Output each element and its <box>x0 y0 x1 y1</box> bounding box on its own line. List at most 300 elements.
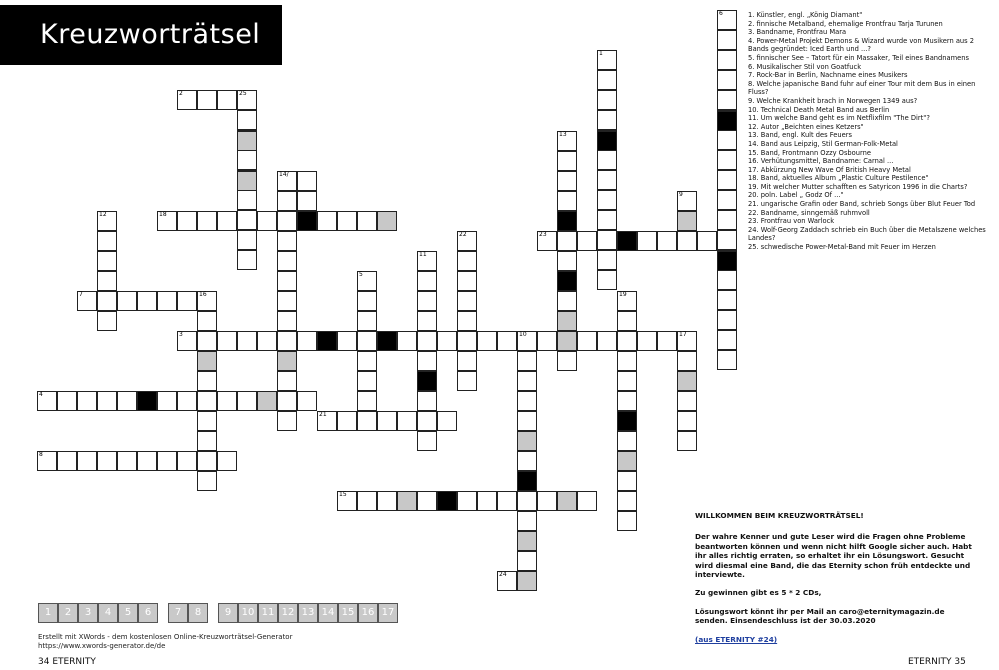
crossword-cell[interactable] <box>517 551 537 571</box>
crossword-cell[interactable] <box>97 231 117 251</box>
crossword-cell[interactable] <box>237 110 257 130</box>
solution-cell[interactable]: 8 <box>188 603 208 623</box>
crossword-cell[interactable] <box>357 411 377 431</box>
crossword-cell[interactable] <box>277 291 297 311</box>
crossword-cell[interactable] <box>597 210 617 230</box>
crossword-solution-cell[interactable] <box>517 431 537 451</box>
crossword-cell[interactable] <box>537 331 557 351</box>
crossword-cell[interactable] <box>617 391 637 411</box>
crossword-cell[interactable] <box>717 270 737 290</box>
clue-number: 17 <box>679 331 687 338</box>
crossword-cell[interactable] <box>97 211 117 231</box>
crossword-cell[interactable] <box>557 251 577 271</box>
crossword-cell[interactable] <box>597 90 617 110</box>
page-footer-right: ETERNITY 35 <box>908 657 966 667</box>
crossword-cell[interactable] <box>277 311 297 331</box>
crossword-cell[interactable] <box>457 291 477 311</box>
crossword-cell[interactable] <box>377 411 397 431</box>
crossword-cell[interactable] <box>717 310 737 330</box>
crossword-cell[interactable] <box>237 331 257 351</box>
crossword-cell[interactable] <box>177 291 197 311</box>
crossword-cell[interactable] <box>457 491 477 511</box>
crossword-cell[interactable] <box>617 311 637 331</box>
crossword-cell[interactable] <box>157 391 177 411</box>
crossword-cell[interactable] <box>137 291 157 311</box>
crossword-cell[interactable] <box>277 391 297 411</box>
crossword-cell[interactable] <box>577 231 597 251</box>
crossword-cell[interactable] <box>497 571 517 591</box>
clue-number: 5 <box>359 271 363 278</box>
solution-cell[interactable]: 7 <box>168 603 188 623</box>
crossword-cell[interactable] <box>197 90 217 110</box>
crossword-cell[interactable] <box>37 391 57 411</box>
crossword-cell[interactable] <box>277 171 297 191</box>
crossword-cell[interactable] <box>417 391 437 411</box>
crossword-cell[interactable] <box>697 231 717 251</box>
solution-cell[interactable]: 4 <box>98 603 118 623</box>
contact-text: Lösungswort könnt ihr per Mail an caro@eternitymagazin.de senden. Einsendeschluss ist der 30.03.2020 <box>695 606 945 626</box>
crossword-cell[interactable] <box>57 391 77 411</box>
crossword-cell[interactable] <box>517 451 537 471</box>
crossword-cell[interactable] <box>717 130 737 150</box>
crossword-cell[interactable] <box>457 351 477 371</box>
crossword-cell[interactable] <box>457 251 477 271</box>
crossword-solution-cell[interactable] <box>377 211 397 231</box>
crossword-cell[interactable] <box>97 251 117 271</box>
welcome-heading: WILLKOMMEN BEIM KREUZWORTRÄTSEL! <box>695 511 864 520</box>
crossword-cell[interactable] <box>577 331 597 351</box>
crossword-cell[interactable] <box>77 391 97 411</box>
solution-cell[interactable]: 2 <box>58 603 78 623</box>
crossword-cell[interactable] <box>37 451 57 471</box>
crossword-cell[interactable] <box>357 311 377 331</box>
crossword-cell[interactable] <box>457 331 477 351</box>
solution-cell[interactable]: 11 <box>258 603 278 623</box>
solution-cell[interactable]: 13 <box>298 603 318 623</box>
clue-item: 13. Band, engl. Kult des Feuers <box>748 131 852 140</box>
solution-cell[interactable]: 6 <box>138 603 158 623</box>
crossword-cell[interactable] <box>437 411 457 431</box>
crossword-cell[interactable] <box>197 331 217 351</box>
crossword-cell[interactable] <box>597 270 617 290</box>
crossword-cell[interactable] <box>717 90 737 110</box>
crossword-cell[interactable] <box>237 190 257 210</box>
crossword-cell[interactable] <box>297 191 317 211</box>
crossword-cell[interactable] <box>357 391 377 411</box>
crossword-cell[interactable] <box>417 271 437 291</box>
crossword-cell[interactable] <box>477 331 497 351</box>
crossword-cell[interactable] <box>457 271 477 291</box>
crossword-cell[interactable] <box>417 431 437 451</box>
crossword-cell[interactable] <box>317 411 337 431</box>
crossword-cell[interactable] <box>177 90 197 110</box>
prize-text: Zu gewinnen gibt es 5 * 2 CDs, <box>695 588 822 598</box>
crossword-cell[interactable] <box>117 391 137 411</box>
clue-number: 11 <box>419 251 427 258</box>
crossword-cell[interactable] <box>457 371 477 391</box>
crossword-cell[interactable] <box>557 351 577 371</box>
credit-url[interactable]: https://www.xwords-generator.de/de <box>38 642 166 650</box>
crossword-cell[interactable] <box>197 471 217 491</box>
clue-number: 12 <box>99 211 107 218</box>
crossword-cell[interactable] <box>357 371 377 391</box>
crossword-cell[interactable] <box>417 251 437 271</box>
crossword-cell[interactable] <box>617 431 637 451</box>
crossword-cell[interactable] <box>557 171 577 191</box>
crossword-cell[interactable] <box>617 351 637 371</box>
clue-item: 9. Welche Krankheit brach in Norwegen 1349 aus? <box>748 96 918 105</box>
crossword-cell[interactable] <box>717 290 737 310</box>
crossword-cell[interactable] <box>197 371 217 391</box>
crossword-cell[interactable] <box>617 491 637 511</box>
clue-number: 25 <box>239 90 247 97</box>
crossword-block-cell <box>517 471 537 491</box>
crossword-cell[interactable] <box>197 211 217 231</box>
crossword-cell[interactable] <box>277 191 297 211</box>
crossword-solution-cell[interactable] <box>677 211 697 231</box>
crossword-cell[interactable] <box>517 351 537 371</box>
crossword-cell[interactable] <box>677 391 697 411</box>
clue-number: 23 <box>539 231 547 238</box>
clue-item: 3. Bandname, Frontfrau Mara <box>748 28 847 37</box>
solution-cell[interactable]: 3 <box>78 603 98 623</box>
crossword-cell[interactable] <box>677 411 697 431</box>
crossword-cell[interactable] <box>657 331 677 351</box>
crossword-cell[interactable] <box>557 151 577 171</box>
issue-link[interactable]: (aus ETERNITY #24) <box>695 634 778 644</box>
crossword-cell[interactable] <box>557 231 577 251</box>
crossword-cell[interactable] <box>297 171 317 191</box>
clue-number: 18 <box>159 211 167 218</box>
clue-item: 14. Band aus Leipzig, Stil German-Folk-Metal <box>748 139 898 148</box>
crossword-cell[interactable] <box>597 70 617 90</box>
crossword-solution-cell[interactable] <box>557 491 577 511</box>
crossword-cell[interactable] <box>717 330 737 350</box>
crossword-cell[interactable] <box>477 491 497 511</box>
crossword-block-cell <box>317 331 337 351</box>
clue-item: 7. Rock-Bar in Berlin, Nachname eines Musikers <box>748 71 908 80</box>
clue-item: 24. Wolf-Georg Zaddach schrieb ein Buch über die Metalszene welches Landes? <box>748 225 986 243</box>
crossword-cell[interactable] <box>157 451 177 471</box>
solution-cell[interactable]: 1 <box>38 603 58 623</box>
crossword-cell[interactable] <box>197 391 217 411</box>
clue-item: 8. Welche japanische Band fuhr auf einer Tour mit dem Bus in einen Fluss? <box>748 79 976 97</box>
crossword-cell[interactable] <box>637 331 657 351</box>
clue-item: 17. Abkürzung New Wave Of British Heavy Metal <box>748 165 911 174</box>
crossword-block-cell <box>617 411 637 431</box>
crossword-cell[interactable] <box>717 230 737 250</box>
crossword-solution-cell[interactable] <box>517 571 537 591</box>
solution-cell[interactable]: 17 <box>378 603 398 623</box>
crossword-cell[interactable] <box>217 211 237 231</box>
crossword-cell[interactable] <box>497 491 517 511</box>
clue-number: 15 <box>339 491 347 498</box>
crossword-cell[interactable] <box>157 211 177 231</box>
crossword-cell[interactable] <box>357 331 377 351</box>
crossword-cell[interactable] <box>237 210 257 230</box>
crossword-block-cell <box>597 131 617 151</box>
crossword-cell[interactable] <box>97 451 117 471</box>
clue-number: 19 <box>619 291 627 298</box>
clue-item: 18. Band, aktuelles Album „Plastic Culture Pestilence" <box>748 174 929 183</box>
crossword-cell[interactable] <box>717 190 737 210</box>
crossword-cell[interactable] <box>717 10 737 30</box>
crossword-block-cell <box>617 231 637 251</box>
crossword-cell[interactable] <box>717 30 737 50</box>
crossword-cell[interactable] <box>237 90 257 110</box>
crossword-cell[interactable] <box>277 231 297 251</box>
clue-number: 4 <box>39 391 43 398</box>
crossword-cell[interactable] <box>577 491 597 511</box>
clue-item: 15. Band, Frontmann Ozzy Osbourne <box>748 148 871 157</box>
crossword-cell[interactable] <box>557 291 577 311</box>
crossword-cell[interactable] <box>377 491 397 511</box>
crossword-cell[interactable] <box>717 350 737 370</box>
crossword-cell[interactable] <box>397 411 417 431</box>
page-title: Kreuzworträtsel <box>40 19 261 50</box>
clue-number: 1 <box>599 50 603 57</box>
crossword-cell[interactable] <box>457 311 477 331</box>
crossword-block-cell <box>717 251 737 271</box>
crossword-block-cell <box>377 331 397 351</box>
crossword-solution-cell[interactable] <box>237 171 257 191</box>
crossword-cell[interactable] <box>677 231 697 251</box>
welcome-box <box>695 511 975 653</box>
clue-number: 3 <box>179 331 183 338</box>
crossword-cell[interactable] <box>517 491 537 511</box>
solution-cell[interactable]: 15 <box>338 603 358 623</box>
crossword-cell[interactable] <box>117 291 137 311</box>
crossword-solution-cell[interactable] <box>197 351 217 371</box>
crossword-cell[interactable] <box>277 371 297 391</box>
crossword-cell[interactable] <box>57 451 77 471</box>
clue-number: 2 <box>179 90 183 97</box>
clue-number: 6 <box>719 10 723 17</box>
crossword-cell[interactable] <box>237 230 257 250</box>
clue-item: 25. schwedische Power-Metal-Band mit Feuer im Herzen <box>748 243 936 252</box>
crossword-cell[interactable] <box>77 451 97 471</box>
clue-number: 14/ <box>279 171 289 178</box>
crossword-block-cell <box>557 211 577 231</box>
solution-cell[interactable]: 5 <box>118 603 138 623</box>
crossword-cell[interactable] <box>717 70 737 90</box>
crossword-cell[interactable] <box>557 131 577 151</box>
clue-item: 21. ungarische Grafin oder Band, schrieb Songs über Blut Feuer Tod <box>748 200 976 209</box>
crossword-cell[interactable] <box>637 231 657 251</box>
crossword-cell[interactable] <box>597 170 617 190</box>
crossword-solution-cell[interactable] <box>517 531 537 551</box>
crossword-cell[interactable] <box>97 291 117 311</box>
crossword-cell[interactable] <box>417 291 437 311</box>
clue-item: 16. Verhütungsmittel, Bandname: Carnal ... <box>748 157 894 166</box>
crossword-cell[interactable] <box>417 311 437 331</box>
crossword-cell[interactable] <box>537 231 557 251</box>
clue-number: 8 <box>39 451 43 458</box>
crossword-cell[interactable] <box>277 211 297 231</box>
crossword-cell[interactable] <box>677 431 697 451</box>
crossword-solution-cell[interactable] <box>557 331 577 351</box>
crossword-cell[interactable] <box>557 191 577 211</box>
clue-item: 22. Bandname, sinngemäß ruhmvoll <box>748 208 870 217</box>
crossword-cell[interactable] <box>517 511 537 531</box>
crossword-cell[interactable] <box>137 451 157 471</box>
crossword-cell[interactable] <box>617 371 637 391</box>
crossword-cell[interactable] <box>197 451 217 471</box>
crossword-cell[interactable] <box>677 351 697 371</box>
crossword-cell[interactable] <box>317 211 337 231</box>
clue-item: 20. poln. Label „ Godz Of ..." <box>748 191 844 200</box>
clue-item: 19. Mit welcher Mutter schafften es Satyricon 1996 in die Charts? <box>748 182 968 191</box>
crossword-cell[interactable] <box>677 191 697 211</box>
crossword-cell[interactable] <box>417 411 437 431</box>
crossword-cell[interactable] <box>197 311 217 331</box>
crossword-cell[interactable] <box>417 491 437 511</box>
crossword-cell[interactable] <box>677 331 697 351</box>
crossword-cell[interactable] <box>717 150 737 170</box>
crossword-cell[interactable] <box>597 331 617 351</box>
crossword-cell[interactable] <box>257 211 277 231</box>
clue-item: 6. Musikalischer Stil von Goatfuck <box>748 62 862 71</box>
crossword-cell[interactable] <box>217 391 237 411</box>
crossword-cell[interactable] <box>257 331 277 351</box>
crossword-cell[interactable] <box>717 50 737 70</box>
solution-cell[interactable]: 10 <box>238 603 258 623</box>
crossword-block-cell <box>417 371 437 391</box>
crossword-cell[interactable] <box>617 511 637 531</box>
clue-item: 1. Künstler, engl. „König Diamant" <box>748 11 863 19</box>
clue-number: 22 <box>459 231 467 238</box>
crossword-cell[interactable] <box>597 190 617 210</box>
crossword-cell[interactable] <box>597 110 617 130</box>
crossword-cell[interactable] <box>357 271 377 291</box>
crossword-cell[interactable] <box>117 451 137 471</box>
solution-cell[interactable]: 16 <box>358 603 378 623</box>
crossword-cell[interactable] <box>517 411 537 431</box>
crossword-cell[interactable] <box>597 250 617 270</box>
crossword-cell[interactable] <box>177 211 197 231</box>
clue-number: 16 <box>199 291 207 298</box>
crossword-block-cell <box>557 271 577 291</box>
crossword-cell[interactable] <box>617 471 637 491</box>
crossword-cell[interactable] <box>77 291 97 311</box>
crossword-cell[interactable] <box>517 371 537 391</box>
clue-number: 21 <box>319 411 327 418</box>
crossword-cell[interactable] <box>217 90 237 110</box>
crossword-cell[interactable] <box>597 150 617 170</box>
clue-item: 11. Um welche Band geht es im Netflixfilm "The Dirt"? <box>748 114 930 123</box>
crossword-cell[interactable] <box>437 331 457 351</box>
crossword-cell[interactable] <box>97 391 117 411</box>
crossword-cell[interactable] <box>457 231 477 251</box>
crossword-cell[interactable] <box>617 331 637 351</box>
crossword-cell[interactable] <box>97 271 117 291</box>
clue-item: 5. finnischer See – Tatort für ein Massaker, Teil eines Bandnamens <box>748 53 969 62</box>
crossword-cell[interactable] <box>277 331 297 351</box>
crossword-cell[interactable] <box>717 210 737 230</box>
crossword-cell[interactable] <box>177 391 197 411</box>
crossword-block-cell <box>297 211 317 231</box>
crossword-cell[interactable] <box>237 250 257 270</box>
clue-number: 7 <box>79 291 83 298</box>
clue-item: 2. finnische Metalband, ehemalige Frontfrau Tarja Turunen <box>748 19 943 28</box>
crossword-cell[interactable] <box>157 291 177 311</box>
crossword-cell[interactable] <box>277 411 297 431</box>
crossword-cell[interactable] <box>337 491 357 511</box>
crossword-cell[interactable] <box>277 271 297 291</box>
crossword-solution-cell[interactable] <box>257 391 277 411</box>
crossword-cell[interactable] <box>597 230 617 250</box>
crossword-cell[interactable] <box>717 170 737 190</box>
solution-cell[interactable]: 9 <box>218 603 238 623</box>
welcome-body: Der wahre Kenner und gute Leser wird die Fragen ohne Probleme beantworten können und wenn nicht hilft Google sicher auch. Habt ihr alles richtig erraten, so erhaltet ihr ein Lösungswort. Gesucht wird diesmal eine Band, die das Eternity schon früh entdeckte und interviewte. <box>695 532 972 580</box>
clue-list <box>748 11 986 252</box>
clue-number: 9 <box>679 191 683 198</box>
crossword-cell[interactable] <box>357 291 377 311</box>
crossword-cell[interactable] <box>277 251 297 271</box>
crossword-cell[interactable] <box>197 411 217 431</box>
crossword-cell[interactable] <box>337 331 357 351</box>
crossword-block-cell <box>437 491 457 511</box>
crossword-cell[interactable] <box>337 211 357 231</box>
crossword-cell[interactable] <box>417 331 437 351</box>
crossword-cell[interactable] <box>217 331 237 351</box>
clue-number: 24 <box>499 571 507 578</box>
clue-number: 10 <box>519 331 527 338</box>
generator-credit <box>38 633 292 651</box>
crossword-cell[interactable] <box>297 391 317 411</box>
clue-number: 13 <box>559 131 567 138</box>
crossword-cell[interactable] <box>657 231 677 251</box>
crossword-cell[interactable] <box>417 351 437 371</box>
crossword-cell[interactable] <box>357 211 377 231</box>
crossword-cell[interactable] <box>497 331 517 351</box>
crossword-cell[interactable] <box>217 451 237 471</box>
page-footer-left: 34 ETERNITY <box>38 657 96 667</box>
crossword-cell[interactable] <box>517 331 537 351</box>
clue-item: 4. Power-Metal Projekt Demons & Wizard wurde von Musikern aus 2 Bands gegründet: Iced Earth und ...? <box>748 36 975 54</box>
crossword-solution-cell[interactable] <box>277 351 297 371</box>
crossword-cell[interactable] <box>537 491 557 511</box>
crossword-cell[interactable] <box>357 491 377 511</box>
crossword-cell[interactable] <box>397 331 417 351</box>
crossword-cell[interactable] <box>177 331 197 351</box>
credit-line: Erstellt mit XWords - dem kostenlosen Online-Kreuzworträtsel-Generator <box>38 633 293 641</box>
crossword-solution-cell[interactable] <box>237 131 257 151</box>
crossword-cell[interactable] <box>197 291 217 311</box>
crossword-block-cell <box>717 111 737 131</box>
crossword-cell[interactable] <box>97 311 117 331</box>
crossword-cell[interactable] <box>197 431 217 451</box>
clue-item: 12. Autor „Beichten eines Ketzers" <box>748 122 864 131</box>
crossword-cell[interactable] <box>237 150 257 170</box>
crossword-cell[interactable] <box>517 391 537 411</box>
crossword-cell[interactable] <box>177 451 197 471</box>
crossword-solution-cell[interactable] <box>677 371 697 391</box>
crossword-solution-cell[interactable] <box>617 451 637 471</box>
crossword-cell[interactable] <box>597 50 617 70</box>
crossword-cell[interactable] <box>357 351 377 371</box>
solution-cell[interactable]: 12 <box>278 603 298 623</box>
clue-item: 10. Technical Death Metal Band aus Berlin <box>748 105 890 114</box>
crossword-solution-cell[interactable] <box>557 311 577 331</box>
crossword-cell[interactable] <box>237 391 257 411</box>
clue-item: 23. Frontfrau von Warlock <box>748 217 835 226</box>
crossword-cell[interactable] <box>617 291 637 311</box>
crossword-cell[interactable] <box>297 331 317 351</box>
solution-cell[interactable]: 14 <box>318 603 338 623</box>
crossword-solution-cell[interactable] <box>397 491 417 511</box>
crossword-cell[interactable] <box>337 411 357 431</box>
